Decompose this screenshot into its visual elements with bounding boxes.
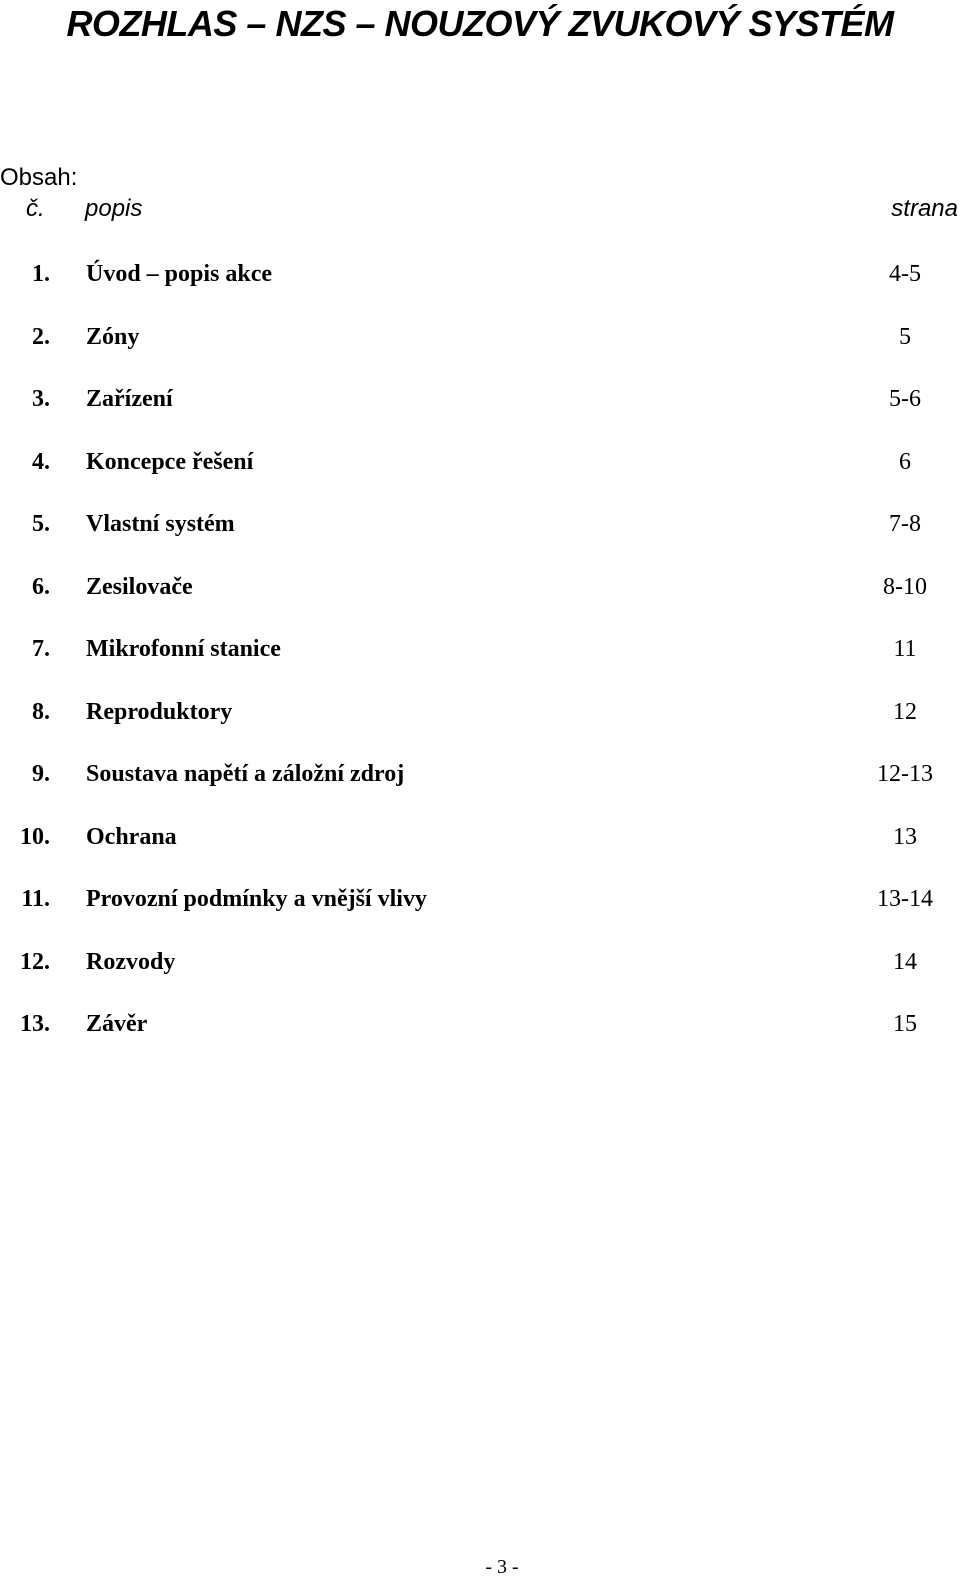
toc-item-number: 6. <box>32 573 50 600</box>
toc-item <box>0 383 960 446</box>
toc-item-description: Závěr <box>86 1011 148 1037</box>
toc-item <box>0 633 960 696</box>
toc-item-description: Koncepce řešení <box>86 448 254 475</box>
toc-item-page: 4-5 <box>889 261 921 287</box>
toc-item-page: 11 <box>893 636 917 662</box>
toc-list <box>0 258 960 1071</box>
toc-item-page: 14 <box>893 948 917 975</box>
toc-item-number: 2. <box>32 323 50 350</box>
toc-item-number: 13. <box>20 1011 50 1037</box>
page-number-footer: - 3 - <box>485 1556 519 1578</box>
toc-item-description: Zařízení <box>86 386 173 412</box>
toc-header-number: č. <box>26 195 45 222</box>
toc-item <box>0 758 960 821</box>
toc-item-page: 15 <box>893 1011 917 1037</box>
toc-item-page: 12 <box>893 698 917 725</box>
toc-item <box>0 446 960 509</box>
toc-item-description: Reproduktory <box>86 698 233 725</box>
document-title: ROZHLAS – NZS – NOUZOVÝ ZVUKOVÝ SYSTÉM <box>66 3 894 44</box>
toc-item <box>0 696 960 759</box>
toc-item-number: 1. <box>32 261 50 287</box>
toc-header-description: popis <box>85 195 143 222</box>
toc-item-description: Rozvody <box>86 948 176 975</box>
toc-item-number: 7. <box>32 636 50 662</box>
toc-item-number: 5. <box>32 511 50 537</box>
toc-item-number: 9. <box>32 761 50 787</box>
toc-item-number: 4. <box>32 448 50 475</box>
toc-item <box>0 883 960 946</box>
toc-item-page: 13-14 <box>877 886 933 912</box>
toc-item-number: 12. <box>20 948 50 975</box>
toc-item <box>0 1008 960 1071</box>
toc-item-description: Soustava napětí a záložní zdroj <box>86 761 405 787</box>
toc-item-description: Provozní podmínky a vnější vlivy <box>86 886 427 912</box>
toc-item-description: Ochrana <box>86 823 177 850</box>
toc-item-page: 12-13 <box>877 761 933 787</box>
toc-header-row <box>0 193 960 225</box>
toc-header-page: strana <box>891 195 958 222</box>
toc-item <box>0 571 960 634</box>
toc-item-number: 10. <box>20 823 50 850</box>
toc-item-number: 11. <box>21 886 50 912</box>
toc-label: Obsah: <box>0 164 78 191</box>
toc-item-page: 7-8 <box>889 511 921 537</box>
toc-item-description: Vlastní systém <box>86 511 235 537</box>
toc-item <box>0 946 960 1009</box>
toc-item-number: 3. <box>32 386 50 412</box>
toc-item-description: Zóny <box>86 323 140 350</box>
toc-item-page: 5 <box>899 323 911 350</box>
toc-item-description: Zesilovače <box>86 573 193 600</box>
toc-item-description: Úvod – popis akce <box>86 261 273 287</box>
toc-item-number: 8. <box>32 698 50 725</box>
toc-item-page: 5-6 <box>889 386 921 412</box>
toc-item <box>0 821 960 884</box>
toc-item-page: 8-10 <box>883 573 927 600</box>
toc-item-page: 13 <box>893 823 917 850</box>
toc-item <box>0 258 960 321</box>
toc-item <box>0 321 960 384</box>
toc-item <box>0 508 960 571</box>
toc-item-description: Mikrofonní stanice <box>86 636 281 662</box>
toc-item-page: 6 <box>899 448 911 475</box>
